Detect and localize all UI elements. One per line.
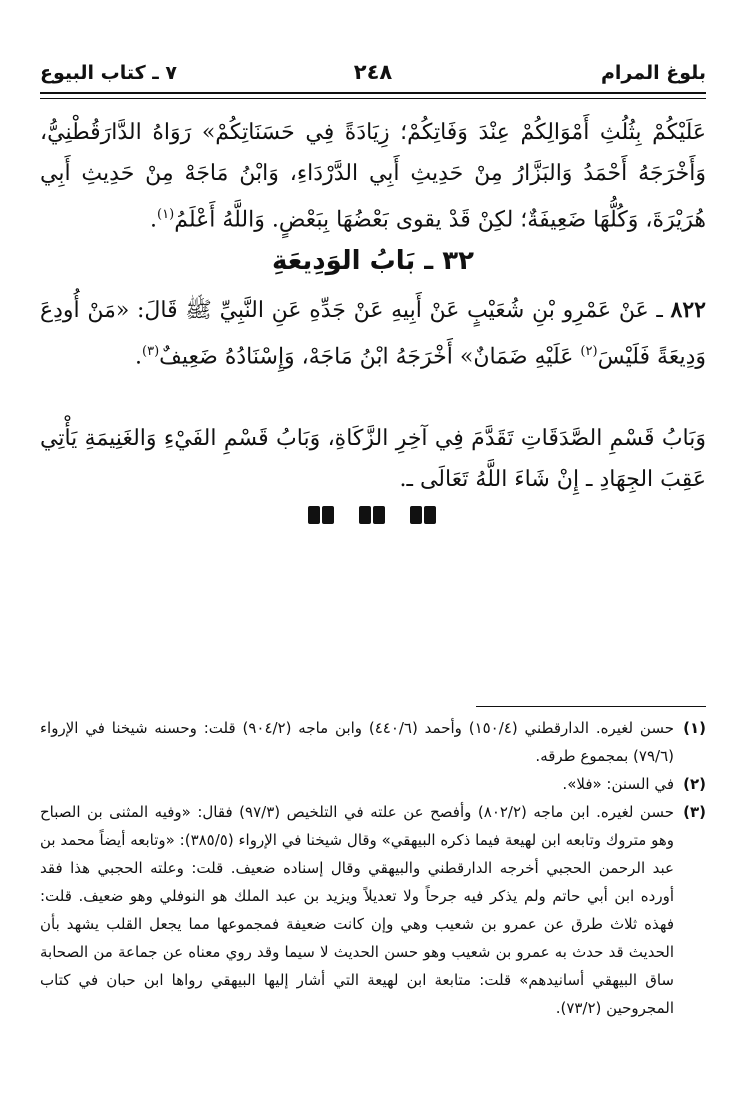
footnote-text: حسن لغيره. ابن ماجه (٨٠٢/٢) وأفصح عن علته في التلخيص (٩٧/٣) فقال: «وفيه المثنى بن الصباح وهو متروك وتابعه ابن لهيعة فيما ذكره البيهقي» وقال شيخنا في الإرواء (٣٨٥/٥): «وتابعه أيضاً محمد بن عبد الرحمن الحجبي أخرجه الدارقطني والبيهقي وقال إسناده ضعيف. قلت: وعلته الحجبي هذا فقد أورده ابن أبي حاتم ولم يذكر فيه جرحاً ولا تعديلاً ويزيد بن عبد الملك هو النوفلي وهو ضعيف. قلت: فهذه ثلاث طرق عن عمرو بن شعيب وهي وإن كانت ضعيفة فمجموعها مما يجعل القلب يشهد بأن الحديث قد حدث به عمرو بن شعيب وهو حسن الحديث لا سيما وقد روي معناه عن جماعة من الصحابة ساق البيهقي أسانيدهم» قلت: متابعة ابن لهيعة التي أشار إليها البيهقي رواها ابن حبان في كتاب المجروحين (٧٣/٢). <box>40 803 675 1017</box>
running-header <box>40 58 706 92</box>
footnote-separator <box>476 706 706 707</box>
hadith-text: ـ عَنْ عَمْرِو بْنِ شُعَيْبٍ عَنْ أَبِيهِ عَنْ جَدِّهِ عَنِ النَّبِيِّ ﷺ قَالَ: «مَنْ أُودِعَ وَدِيعَةً فَلَيْسَ <box>40 298 706 370</box>
footnote-text: حسن لغيره. الدارقطني (١٥٠/٤) وأحمد (٤٤٠/٦) وابن ماجه (٩٠٤/٢) قلت: وحسنه شيخنا في الإرواء (٧٩/٦) بمجموع طرقه. <box>40 719 674 765</box>
hadith-end: . <box>135 344 142 370</box>
hadith-block <box>40 290 706 377</box>
footnotes <box>40 714 706 1022</box>
hadith-text-continued: عَلَيْهِ ضَمَانٌ» أَخْرَجَهُ ابْنُ مَاجَهْ، وَإِسْنَادُهُ ضَعِيفٌ <box>159 344 574 370</box>
cross-reference-note <box>40 418 706 500</box>
footnote-marker-2[interactable]: (٢) <box>580 344 598 359</box>
book-title: بلوغ المرام <box>600 62 706 84</box>
main-text <box>40 112 706 240</box>
footnote-number: (٣) <box>683 803 706 821</box>
book-icon <box>308 506 334 524</box>
paragraph-end: . <box>150 207 158 233</box>
footnote-number: (١) <box>683 719 706 737</box>
page-number: ٢٤٨ <box>353 60 393 84</box>
book-icon <box>410 506 436 524</box>
chapter-reference: ٧ ـ كتاب البيوع <box>40 62 178 84</box>
footnote-2 <box>40 770 706 798</box>
cross-reference-text: وَبَابُ قَسْمِ الصَّدَقَاتِ تَقَدَّمَ فِي آخِرِ الزَّكَاةِ، وَبَابُ قَسْمِ الفَيْءِ وَالغَنِيمَةِ يَأْتِي عَقِبَ الجِهَادِ ـ إِنْ شَاءَ اللَّهُ تَعَالَى ـ. <box>40 426 706 492</box>
book-icon <box>359 506 385 524</box>
footnote-text: في السنن: «فلا». <box>562 775 674 793</box>
footnote-marker-3[interactable]: (٣) <box>142 344 160 359</box>
header-rule <box>40 92 706 99</box>
footnote-3 <box>40 798 706 1022</box>
hadith-paragraph <box>40 290 706 377</box>
paragraph-text: عَلَيْكُمْ بِثُلُثِ أَمْوَالِكُمْ عِنْدَ وَفَاتِكُمْ؛ زِيَادَةً فِي حَسَنَاتِكُمْ» رَوَاهُ الدَّارَقُطْنِيُّ، وَأَخْرَجَهُ أَحْمَدُ وَالبَزَّارُ مِنْ حَدِيثِ أَبِي الدَّرْدَاءِ، وَابْنُ مَاجَهْ مِنْ حَدِيثِ أَبِي هُرَيْرَةَ، وَكُلُّهَا ضَعِيفَةٌ؛ لكِنْ قَدْ يقوى بَعْضُهَا بِبَعْضٍ. وَاللَّهُ أَعْلَمُ <box>40 120 706 233</box>
hadith-number: ٨٢٢ <box>670 297 706 323</box>
footnote-1 <box>40 714 706 770</box>
paragraph-continuation <box>40 112 706 240</box>
footnote-number: (٢) <box>683 775 706 793</box>
section-ornament <box>0 506 744 528</box>
chapter-heading: ٣٢ ـ بَابُ الوَدِيعَةِ <box>272 246 474 276</box>
footnote-marker-1[interactable]: (١) <box>157 207 175 222</box>
